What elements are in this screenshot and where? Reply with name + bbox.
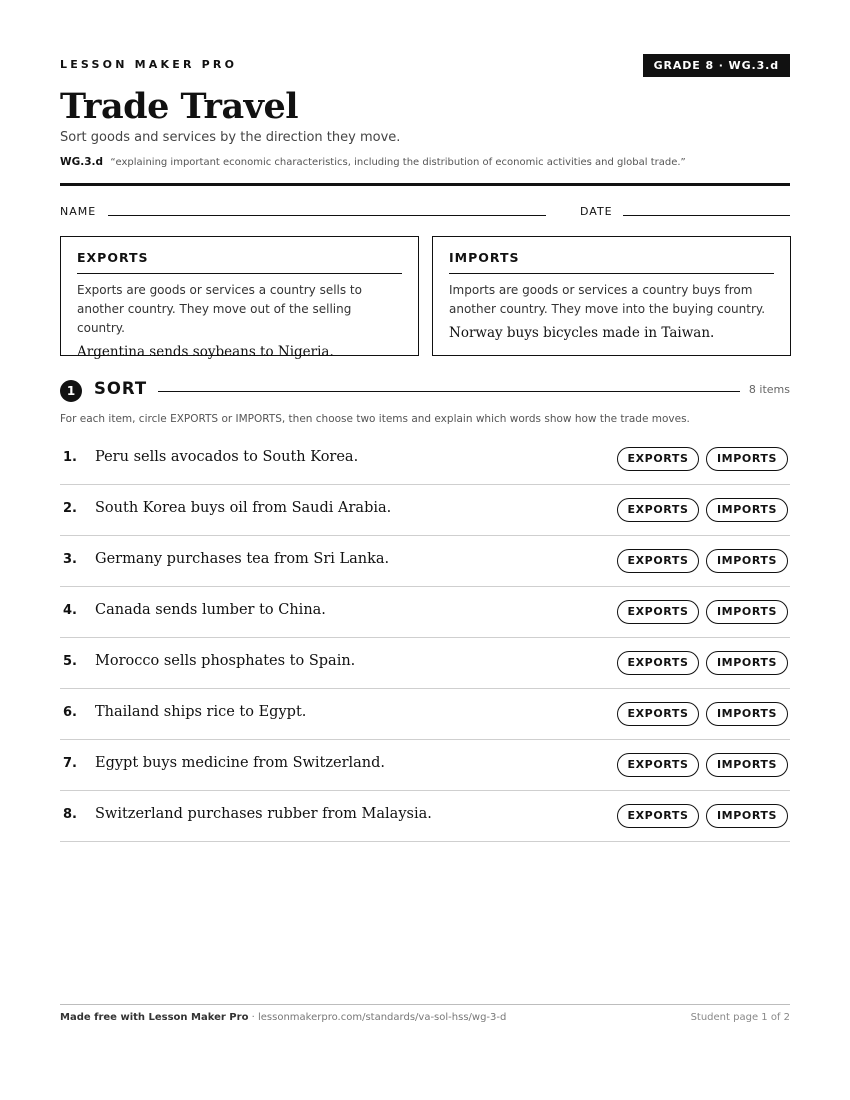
item-statement: Peru sells avocados to South Korea. xyxy=(95,449,359,465)
imports-choice-button[interactable]: IMPORTS xyxy=(706,549,788,573)
item-number: 7. xyxy=(63,756,77,771)
sort-item-list xyxy=(60,434,790,842)
footer-separator: · xyxy=(251,1012,255,1023)
exports-choice-button[interactable]: EXPORTS xyxy=(617,498,699,522)
imports-heading: IMPORTS xyxy=(449,250,774,274)
imports-choice-button[interactable]: IMPORTS xyxy=(706,447,788,471)
sort-item-row xyxy=(60,587,790,638)
sort-item-row xyxy=(60,638,790,689)
grade-badge: GRADE 8 · WG.3.d xyxy=(643,54,790,77)
exports-heading: EXPORTS xyxy=(77,250,402,274)
standard-quote: “explaining important economic characteristics, including the distribution of economic activities and global trade.” xyxy=(110,157,686,168)
item-count: 8 items xyxy=(748,383,790,396)
sort-item-row xyxy=(60,689,790,740)
name-field[interactable] xyxy=(108,215,546,216)
imports-choice-button[interactable]: IMPORTS xyxy=(706,753,788,777)
section-instructions: For each item, circle EXPORTS or IMPORTS, then choose two items and explain which words show how the trade moves. xyxy=(60,413,690,425)
sort-item-row xyxy=(60,434,790,485)
footer-page-number: Student page 1 of 2 xyxy=(690,1012,790,1023)
section-title: SORT xyxy=(94,379,148,398)
item-statement: Canada sends lumber to China. xyxy=(95,602,326,618)
header-divider xyxy=(60,183,790,186)
imports-choice-button[interactable]: IMPORTS xyxy=(706,600,788,624)
imports-choice-button[interactable]: IMPORTS xyxy=(706,804,788,828)
item-statement: Germany purchases tea from Sri Lanka. xyxy=(95,551,390,567)
sort-item-row xyxy=(60,485,790,536)
exports-definition-box xyxy=(60,236,419,360)
exports-example: Argentina sends soybeans to Nigeria. xyxy=(77,344,334,360)
exports-choice-button[interactable]: EXPORTS xyxy=(617,549,699,573)
exports-choice-button[interactable]: EXPORTS xyxy=(617,702,699,726)
item-number: 6. xyxy=(63,705,77,720)
imports-definition: Imports are goods or services a country buys from another country. They move into the buying country. xyxy=(449,283,766,316)
imports-choice-button[interactable]: IMPORTS xyxy=(706,498,788,522)
footer-url-link[interactable]: lessonmakerpro.com/standards/va-sol-hss/wg-3-d xyxy=(258,1012,507,1023)
sort-item-row xyxy=(60,791,790,842)
page-subtitle: Sort goods and services by the direction they move. xyxy=(60,130,401,145)
exports-choice-button[interactable]: EXPORTS xyxy=(617,651,699,675)
footer-made-with: Made free with Lesson Maker Pro xyxy=(60,1012,249,1023)
item-statement: Egypt buys medicine from Switzerland. xyxy=(95,755,386,771)
date-field[interactable] xyxy=(623,215,790,216)
sort-item-row xyxy=(60,536,790,587)
item-statement: South Korea buys oil from Saudi Arabia. xyxy=(95,500,392,516)
item-statement: Thailand ships rice to Egypt. xyxy=(95,704,307,720)
exports-definition: Exports are goods or services a country sells to another country. They move out of the selling country. xyxy=(77,283,362,335)
footer-divider xyxy=(60,1004,790,1005)
item-number: 8. xyxy=(63,807,77,822)
item-number: 5. xyxy=(63,654,77,669)
item-number: 1. xyxy=(63,450,77,465)
standard-code: WG.3.d xyxy=(60,156,103,168)
exports-choice-button[interactable]: EXPORTS xyxy=(617,804,699,828)
footer-credit xyxy=(60,1012,506,1023)
standard-line xyxy=(60,156,686,168)
page-title: Trade Travel xyxy=(60,86,299,127)
imports-choice-button[interactable]: IMPORTS xyxy=(706,702,788,726)
date-label: DATE xyxy=(580,205,613,218)
item-number: 2. xyxy=(63,501,77,516)
name-label: NAME xyxy=(60,205,97,218)
exports-choice-button[interactable]: EXPORTS xyxy=(617,447,699,471)
sort-item-row xyxy=(60,740,790,791)
imports-choice-button[interactable]: IMPORTS xyxy=(706,651,788,675)
section-rule xyxy=(158,391,740,392)
imports-definition-box xyxy=(432,236,791,356)
imports-example: Norway buys bicycles made in Taiwan. xyxy=(449,325,715,341)
item-number: 3. xyxy=(63,552,77,567)
worksheet-page xyxy=(60,0,790,1100)
section-number-badge: 1 xyxy=(60,380,82,402)
exports-choice-button[interactable]: EXPORTS xyxy=(617,753,699,777)
item-statement: Morocco sells phosphates to Spain. xyxy=(95,653,356,669)
item-number: 4. xyxy=(63,603,77,618)
item-statement: Switzerland purchases rubber from Malaysia. xyxy=(95,806,432,822)
exports-choice-button[interactable]: EXPORTS xyxy=(617,600,699,624)
brand-name: LESSON MAKER PRO xyxy=(60,58,238,71)
